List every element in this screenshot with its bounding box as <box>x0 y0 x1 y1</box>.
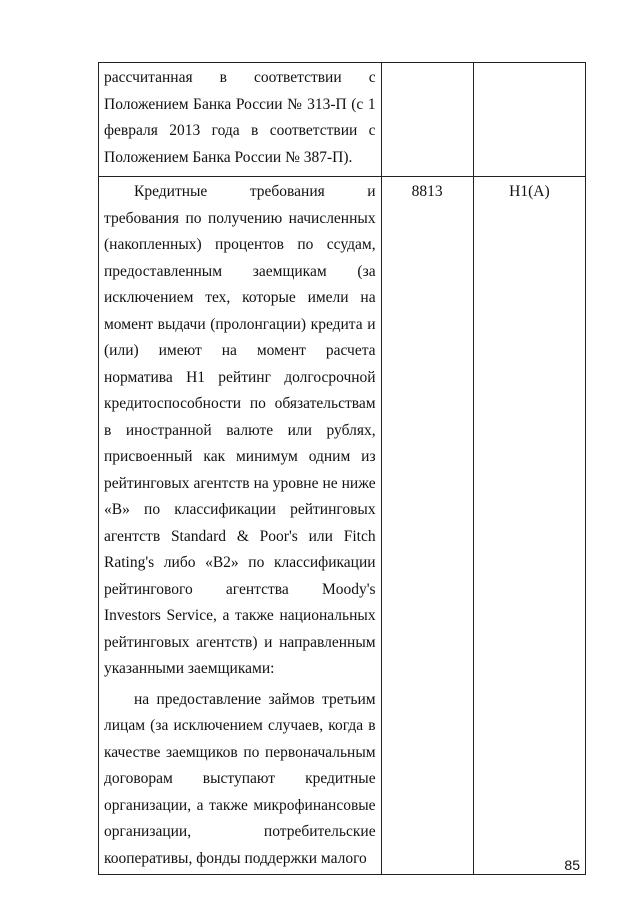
row-normative: Н1(А) <box>509 183 550 200</box>
table-row <box>99 177 586 875</box>
row-normative-cell <box>473 63 585 177</box>
table-row <box>99 63 586 177</box>
row-code: 8813 <box>411 183 443 200</box>
document-table <box>98 62 586 875</box>
row-normative-cell <box>473 177 585 875</box>
row-code-cell <box>381 177 473 875</box>
row-code <box>382 63 473 65</box>
row-description-cell <box>99 177 382 875</box>
row-description-cell <box>99 63 382 177</box>
page-number: 85 <box>564 857 580 873</box>
row-code-cell <box>381 63 473 177</box>
row-description-paragraph: на предоставление займов третьим лицам (за исключением случаев, когда в качестве заемщиков по первоначальным договорам выступают кредитные организации, а также микрофинансовые организации, потребительские кооперативы, фонды поддержки малого <box>104 690 376 867</box>
row-normative <box>474 63 585 65</box>
row-description-text: рассчитанная в соответствии с Положением Банка России № 313-П (с 1 февраля 2013 года в соответствии с Положением Банка России № 387-П). <box>104 69 376 166</box>
row-description-paragraph: Кредитные требования и требования по получению начисленных (накопленных) процентов по ссудам, предоставленным заемщикам (за исключением тех, которые имели на момент выдачи (пролонгации) кредита и (или) имеют на момент расчета норматива Н1 рейтинг долгосрочной кредитоспособности по обязательствам в иностранной валюте или рублях, присвоенный как минимум одним из рейтинговых агентств на уровне не ниже «В» по классификации рейтинговых агентств Standard & Poor's или Fitch Rating's либо «В2» по классификации рейтингового агентства Moody's Investors Service, а также национальных рейтинговых агентств) и направленным указанными заемщиками: <box>104 183 376 677</box>
